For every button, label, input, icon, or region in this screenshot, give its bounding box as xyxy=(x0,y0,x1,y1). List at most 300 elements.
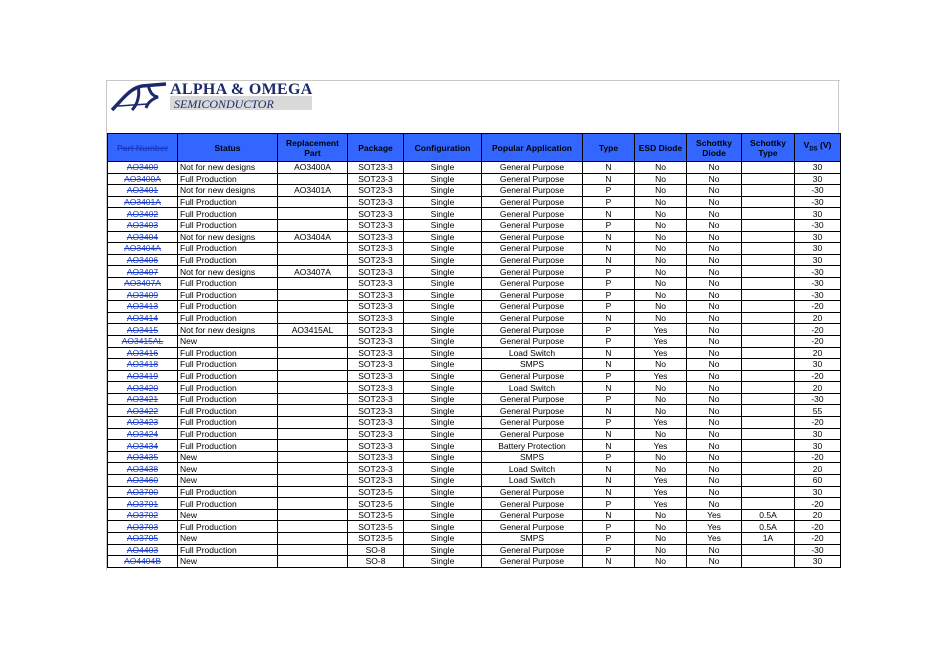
cell-popular-application: General Purpose xyxy=(482,243,583,255)
cell-schottky-type xyxy=(742,301,795,313)
cell-status: Full Production xyxy=(178,417,278,429)
cell-esd-diode: Yes xyxy=(635,347,687,359)
cell-popular-application: SMPS xyxy=(482,359,583,371)
cell-schottky-type xyxy=(742,393,795,405)
cell-status: New xyxy=(178,335,278,347)
cell-replacement-part xyxy=(278,417,348,429)
cell-popular-application: General Purpose xyxy=(482,324,583,336)
cell-esd-diode: No xyxy=(635,312,687,324)
cell-schottky-diode: No xyxy=(687,463,742,475)
cell-configuration: Single xyxy=(404,162,482,174)
cell-esd-diode: No xyxy=(635,463,687,475)
cell-schottky-diode: No xyxy=(687,185,742,197)
table-row xyxy=(108,312,841,324)
header-schottky-type: Schottky Type xyxy=(742,134,795,162)
cell-schottky-type xyxy=(742,463,795,475)
table-row xyxy=(108,243,841,255)
cell-package: SOT23-3 xyxy=(348,417,404,429)
cell-esd-diode: No xyxy=(635,219,687,231)
cell-type: N xyxy=(583,440,635,452)
cell-part-number[interactable]: AO3401A xyxy=(108,196,178,208)
cell-schottky-type xyxy=(742,451,795,463)
cell-part-number[interactable]: AO3438 xyxy=(108,463,178,475)
cell-popular-application: General Purpose xyxy=(482,266,583,278)
cell-type: N xyxy=(583,475,635,487)
cell-package: SOT23-3 xyxy=(348,335,404,347)
cell-replacement-part xyxy=(278,544,348,556)
cell-esd-diode: No xyxy=(635,243,687,255)
cell-part-number[interactable]: AO3703 xyxy=(108,521,178,533)
table-row xyxy=(108,254,841,266)
cell-vds: 30 xyxy=(795,556,841,568)
header-package: Package xyxy=(348,134,404,162)
header-configuration: Configuration xyxy=(404,134,482,162)
table-row xyxy=(108,335,841,347)
cell-replacement-part xyxy=(278,301,348,313)
cell-vds: 30 xyxy=(795,428,841,440)
cell-schottky-type xyxy=(742,556,795,568)
cell-vds: 30 xyxy=(795,486,841,498)
table-row xyxy=(108,196,841,208)
cell-replacement-part xyxy=(278,498,348,510)
table-row xyxy=(108,208,841,220)
cell-vds: 30 xyxy=(795,243,841,255)
cell-popular-application: General Purpose xyxy=(482,231,583,243)
cell-status: Full Production xyxy=(178,196,278,208)
cell-part-number[interactable]: AO3409 xyxy=(108,289,178,301)
cell-part-number[interactable]: AO4404B xyxy=(108,556,178,568)
cell-configuration: Single xyxy=(404,486,482,498)
cell-status: Full Production xyxy=(178,254,278,266)
cell-vds: 30 xyxy=(795,208,841,220)
cell-schottky-type xyxy=(742,475,795,487)
header-type: Type xyxy=(583,134,635,162)
cell-type: P xyxy=(583,335,635,347)
cell-part-number[interactable]: AO3406 xyxy=(108,254,178,266)
table-row xyxy=(108,359,841,371)
cell-status: Full Production xyxy=(178,219,278,231)
cell-popular-application: General Purpose xyxy=(482,486,583,498)
header-status: Status xyxy=(178,134,278,162)
cell-configuration: Single xyxy=(404,370,482,382)
cell-package: SOT23-3 xyxy=(348,370,404,382)
cell-part-number[interactable]: AO4403 xyxy=(108,544,178,556)
cell-vds: 30 xyxy=(795,231,841,243)
cell-part-number[interactable]: AO3401 xyxy=(108,185,178,197)
cell-esd-diode: No xyxy=(635,556,687,568)
cell-schottky-diode: No xyxy=(687,347,742,359)
cell-replacement-part xyxy=(278,312,348,324)
cell-schottky-diode: No xyxy=(687,254,742,266)
cell-configuration: Single xyxy=(404,544,482,556)
table-row xyxy=(108,533,841,545)
cell-popular-application: General Purpose xyxy=(482,289,583,301)
cell-part-number[interactable]: AO3702 xyxy=(108,509,178,521)
cell-type: N xyxy=(583,243,635,255)
cell-package: SOT23-3 xyxy=(348,266,404,278)
cell-schottky-type: 0.5A xyxy=(742,509,795,521)
cell-esd-diode: No xyxy=(635,451,687,463)
cell-schottky-diode: No xyxy=(687,231,742,243)
cell-configuration: Single xyxy=(404,266,482,278)
cell-schottky-type xyxy=(742,417,795,429)
cell-esd-diode: No xyxy=(635,162,687,174)
cell-part-number[interactable]: AO3434 xyxy=(108,440,178,452)
cell-vds: 30 xyxy=(795,359,841,371)
cell-replacement-part xyxy=(278,254,348,266)
header-vds-label: V xyxy=(803,140,810,151)
cell-popular-application: General Purpose xyxy=(482,417,583,429)
cell-type: P xyxy=(583,533,635,545)
cell-part-number[interactable]: AO3424 xyxy=(108,428,178,440)
company-name: ALPHA & OMEGA xyxy=(170,81,313,98)
cell-replacement-part: AO3407A xyxy=(278,266,348,278)
table-row xyxy=(108,486,841,498)
cell-package: SOT23-3 xyxy=(348,451,404,463)
cell-type: N xyxy=(583,231,635,243)
cell-type: P xyxy=(583,521,635,533)
cell-schottky-diode: No xyxy=(687,162,742,174)
cell-popular-application: Load Switch xyxy=(482,347,583,359)
cell-type: N xyxy=(583,556,635,568)
cell-schottky-type xyxy=(742,382,795,394)
cell-status: Full Production xyxy=(178,359,278,371)
cell-popular-application: General Purpose xyxy=(482,196,583,208)
cell-vds: -20 xyxy=(795,324,841,336)
cell-type: P xyxy=(583,417,635,429)
cell-part-number[interactable]: AO3403 xyxy=(108,219,178,231)
table-row xyxy=(108,428,841,440)
cell-popular-application: General Purpose xyxy=(482,277,583,289)
cell-status: Not for new designs xyxy=(178,266,278,278)
cell-replacement-part: AO3404A xyxy=(278,231,348,243)
cell-part-number[interactable]: AO3414 xyxy=(108,312,178,324)
cell-package: SOT23-3 xyxy=(348,219,404,231)
table-row xyxy=(108,173,841,185)
cell-vds: -20 xyxy=(795,521,841,533)
cell-part-number[interactable]: AO3416 xyxy=(108,347,178,359)
cell-package: SO-8 xyxy=(348,556,404,568)
cell-type: N xyxy=(583,254,635,266)
cell-esd-diode: No xyxy=(635,359,687,371)
cell-replacement-part xyxy=(278,463,348,475)
cell-status: Full Production xyxy=(178,243,278,255)
cell-schottky-type xyxy=(742,162,795,174)
cell-type: N xyxy=(583,463,635,475)
cell-package: SOT23-3 xyxy=(348,312,404,324)
cell-esd-diode: Yes xyxy=(635,417,687,429)
cell-schottky-diode: No xyxy=(687,208,742,220)
cell-popular-application: General Purpose xyxy=(482,428,583,440)
cell-part-number[interactable]: AO3700 xyxy=(108,486,178,498)
cell-schottky-type xyxy=(742,277,795,289)
sheet-frame-edge xyxy=(838,80,839,134)
cell-configuration: Single xyxy=(404,254,482,266)
table-row xyxy=(108,451,841,463)
table-row xyxy=(108,185,841,197)
cell-configuration: Single xyxy=(404,208,482,220)
cell-part-number[interactable]: AO3435 xyxy=(108,451,178,463)
table-row xyxy=(108,393,841,405)
cell-esd-diode: No xyxy=(635,266,687,278)
cell-configuration: Single xyxy=(404,417,482,429)
cell-package: SOT23-5 xyxy=(348,498,404,510)
cell-replacement-part: AO3415AL xyxy=(278,324,348,336)
cell-schottky-diode: No xyxy=(687,486,742,498)
cell-vds: -30 xyxy=(795,266,841,278)
cell-status: Full Production xyxy=(178,440,278,452)
cell-popular-application: General Purpose xyxy=(482,219,583,231)
header-part-number[interactable]: Part Number xyxy=(108,134,178,162)
cell-status: New xyxy=(178,533,278,545)
cell-part-number[interactable]: AO3415 xyxy=(108,324,178,336)
cell-esd-diode: No xyxy=(635,509,687,521)
cell-type: N xyxy=(583,382,635,394)
cell-esd-diode: No xyxy=(635,173,687,185)
table-row xyxy=(108,347,841,359)
cell-part-number[interactable]: AO3423 xyxy=(108,417,178,429)
cell-package: SOT23-3 xyxy=(348,440,404,452)
cell-vds: 55 xyxy=(795,405,841,417)
cell-part-number[interactable]: AO3404 xyxy=(108,231,178,243)
cell-schottky-diode: Yes xyxy=(687,533,742,545)
cell-part-number[interactable]: AO3420 xyxy=(108,382,178,394)
cell-part-number[interactable]: AO3400 xyxy=(108,162,178,174)
cell-esd-diode: No xyxy=(635,231,687,243)
cell-schottky-type xyxy=(742,440,795,452)
cell-type: P xyxy=(583,498,635,510)
table-row xyxy=(108,521,841,533)
cell-package: SOT23-3 xyxy=(348,243,404,255)
cell-type: N xyxy=(583,509,635,521)
cell-replacement-part xyxy=(278,521,348,533)
cell-configuration: Single xyxy=(404,347,482,359)
cell-part-number[interactable]: AO3421 xyxy=(108,393,178,405)
cell-part-number[interactable]: AO3400A xyxy=(108,173,178,185)
parts-table xyxy=(107,133,841,568)
cell-schottky-diode: No xyxy=(687,440,742,452)
cell-type: N xyxy=(583,347,635,359)
cell-package: SOT23-5 xyxy=(348,521,404,533)
cell-type: N xyxy=(583,486,635,498)
cell-schottky-type xyxy=(742,173,795,185)
cell-schottky-diode: No xyxy=(687,243,742,255)
cell-configuration: Single xyxy=(404,405,482,417)
cell-replacement-part xyxy=(278,335,348,347)
header-vds xyxy=(795,134,841,162)
cell-status: Full Production xyxy=(178,312,278,324)
cell-part-number[interactable]: AO3402 xyxy=(108,208,178,220)
cell-status: Full Production xyxy=(178,347,278,359)
header-esd-diode: ESD Diode xyxy=(635,134,687,162)
cell-replacement-part xyxy=(278,428,348,440)
cell-vds: -20 xyxy=(795,370,841,382)
cell-type: N xyxy=(583,428,635,440)
cell-replacement-part xyxy=(278,382,348,394)
cell-part-number[interactable]: AO3407A xyxy=(108,277,178,289)
cell-part-number[interactable]: AO3419 xyxy=(108,370,178,382)
cell-popular-application: General Purpose xyxy=(482,312,583,324)
cell-replacement-part xyxy=(278,196,348,208)
cell-schottky-diode: Yes xyxy=(687,521,742,533)
cell-schottky-type xyxy=(742,219,795,231)
cell-replacement-part xyxy=(278,556,348,568)
cell-vds: 20 xyxy=(795,463,841,475)
cell-configuration: Single xyxy=(404,231,482,243)
cell-popular-application: Load Switch xyxy=(482,463,583,475)
cell-status: Full Production xyxy=(178,382,278,394)
cell-package: SOT23-3 xyxy=(348,428,404,440)
cell-status: New xyxy=(178,451,278,463)
cell-vds: -20 xyxy=(795,417,841,429)
cell-package: SOT23-3 xyxy=(348,173,404,185)
cell-schottky-diode: No xyxy=(687,417,742,429)
cell-esd-diode: No xyxy=(635,382,687,394)
cell-package: SOT23-3 xyxy=(348,393,404,405)
cell-popular-application: SMPS xyxy=(482,451,583,463)
cell-schottky-diode: No xyxy=(687,173,742,185)
cell-schottky-diode: No xyxy=(687,428,742,440)
cell-part-number[interactable]: AO3404A xyxy=(108,243,178,255)
cell-schottky-diode: No xyxy=(687,370,742,382)
cell-esd-diode: No xyxy=(635,405,687,417)
cell-popular-application: General Purpose xyxy=(482,162,583,174)
cell-replacement-part xyxy=(278,440,348,452)
cell-vds: -20 xyxy=(795,451,841,463)
cell-package: SOT23-3 xyxy=(348,289,404,301)
cell-configuration: Single xyxy=(404,393,482,405)
cell-schottky-type xyxy=(742,359,795,371)
cell-configuration: Single xyxy=(404,196,482,208)
cell-configuration: Single xyxy=(404,440,482,452)
cell-schottky-diode: No xyxy=(687,289,742,301)
cell-vds: -20 xyxy=(795,533,841,545)
cell-schottky-diode: No xyxy=(687,544,742,556)
cell-part-number[interactable]: AO3422 xyxy=(108,405,178,417)
cell-schottky-type xyxy=(742,498,795,510)
cell-schottky-type xyxy=(742,243,795,255)
cell-package: SOT23-3 xyxy=(348,162,404,174)
cell-configuration: Single xyxy=(404,219,482,231)
cell-part-number[interactable]: AO3705 xyxy=(108,533,178,545)
cell-part-number[interactable]: AO3407 xyxy=(108,266,178,278)
header-schottky-diode: Schottky Diode xyxy=(687,134,742,162)
cell-part-number[interactable]: AO3413 xyxy=(108,301,178,313)
header-popular-application: Popular Application xyxy=(482,134,583,162)
table-row xyxy=(108,231,841,243)
cell-part-number[interactable]: AO3460 xyxy=(108,475,178,487)
cell-vds: -30 xyxy=(795,196,841,208)
table-row xyxy=(108,405,841,417)
table-row xyxy=(108,162,841,174)
cell-schottky-type xyxy=(742,196,795,208)
cell-replacement-part xyxy=(278,347,348,359)
cell-status: Full Production xyxy=(178,428,278,440)
cell-popular-application: General Purpose xyxy=(482,498,583,510)
cell-vds: 30 xyxy=(795,162,841,174)
table-row xyxy=(108,277,841,289)
table-row xyxy=(108,289,841,301)
cell-vds: 30 xyxy=(795,254,841,266)
cell-popular-application: SMPS xyxy=(482,533,583,545)
cell-vds: 20 xyxy=(795,509,841,521)
cell-configuration: Single xyxy=(404,556,482,568)
cell-vds: -30 xyxy=(795,289,841,301)
table-row xyxy=(108,475,841,487)
cell-popular-application: General Purpose xyxy=(482,509,583,521)
header-replacement-part: Replacement Part xyxy=(278,134,348,162)
table-row xyxy=(108,509,841,521)
cell-package: SOT23-3 xyxy=(348,475,404,487)
cell-type: P xyxy=(583,301,635,313)
cell-popular-application: General Purpose xyxy=(482,208,583,220)
cell-part-number[interactable]: AO3418 xyxy=(108,359,178,371)
cell-schottky-diode: Yes xyxy=(687,509,742,521)
cell-schottky-diode: No xyxy=(687,556,742,568)
cell-replacement-part xyxy=(278,370,348,382)
cell-package: SOT23-3 xyxy=(348,208,404,220)
cell-popular-application: General Purpose xyxy=(482,335,583,347)
cell-status: New xyxy=(178,556,278,568)
cell-replacement-part xyxy=(278,475,348,487)
cell-type: N xyxy=(583,208,635,220)
table-row xyxy=(108,440,841,452)
cell-replacement-part xyxy=(278,289,348,301)
cell-esd-diode: No xyxy=(635,521,687,533)
cell-type: P xyxy=(583,277,635,289)
cell-configuration: Single xyxy=(404,509,482,521)
cell-schottky-diode: No xyxy=(687,312,742,324)
cell-vds: -20 xyxy=(795,335,841,347)
cell-vds: -30 xyxy=(795,185,841,197)
cell-replacement-part: AO3401A xyxy=(278,185,348,197)
cell-package: SOT23-3 xyxy=(348,382,404,394)
cell-esd-diode: No xyxy=(635,208,687,220)
cell-esd-diode: No xyxy=(635,254,687,266)
cell-popular-application: Load Switch xyxy=(482,475,583,487)
cell-status: Full Production xyxy=(178,393,278,405)
cell-esd-diode: Yes xyxy=(635,498,687,510)
cell-schottky-diode: No xyxy=(687,475,742,487)
cell-type: P xyxy=(583,289,635,301)
cell-package: SOT23-3 xyxy=(348,324,404,336)
cell-status: Not for new designs xyxy=(178,162,278,174)
cell-esd-diode: No xyxy=(635,185,687,197)
cell-schottky-type xyxy=(742,289,795,301)
cell-package: SOT23-3 xyxy=(348,196,404,208)
cell-replacement-part xyxy=(278,451,348,463)
cell-configuration: Single xyxy=(404,301,482,313)
cell-part-number[interactable]: AO3415AL xyxy=(108,335,178,347)
cell-schottky-type: 0.5A xyxy=(742,521,795,533)
cell-schottky-type xyxy=(742,370,795,382)
cell-type: P xyxy=(583,219,635,231)
cell-status: Full Production xyxy=(178,173,278,185)
cell-esd-diode: Yes xyxy=(635,440,687,452)
cell-status: Not for new designs xyxy=(178,185,278,197)
cell-status: Full Production xyxy=(178,544,278,556)
table-row xyxy=(108,324,841,336)
cell-part-number[interactable]: AO3701 xyxy=(108,498,178,510)
cell-schottky-diode: No xyxy=(687,498,742,510)
cell-replacement-part xyxy=(278,219,348,231)
cell-schottky-type xyxy=(742,185,795,197)
cell-status: Full Production xyxy=(178,521,278,533)
cell-type: N xyxy=(583,312,635,324)
cell-esd-diode: Yes xyxy=(635,475,687,487)
cell-package: SOT23-3 xyxy=(348,463,404,475)
cell-replacement-part xyxy=(278,486,348,498)
